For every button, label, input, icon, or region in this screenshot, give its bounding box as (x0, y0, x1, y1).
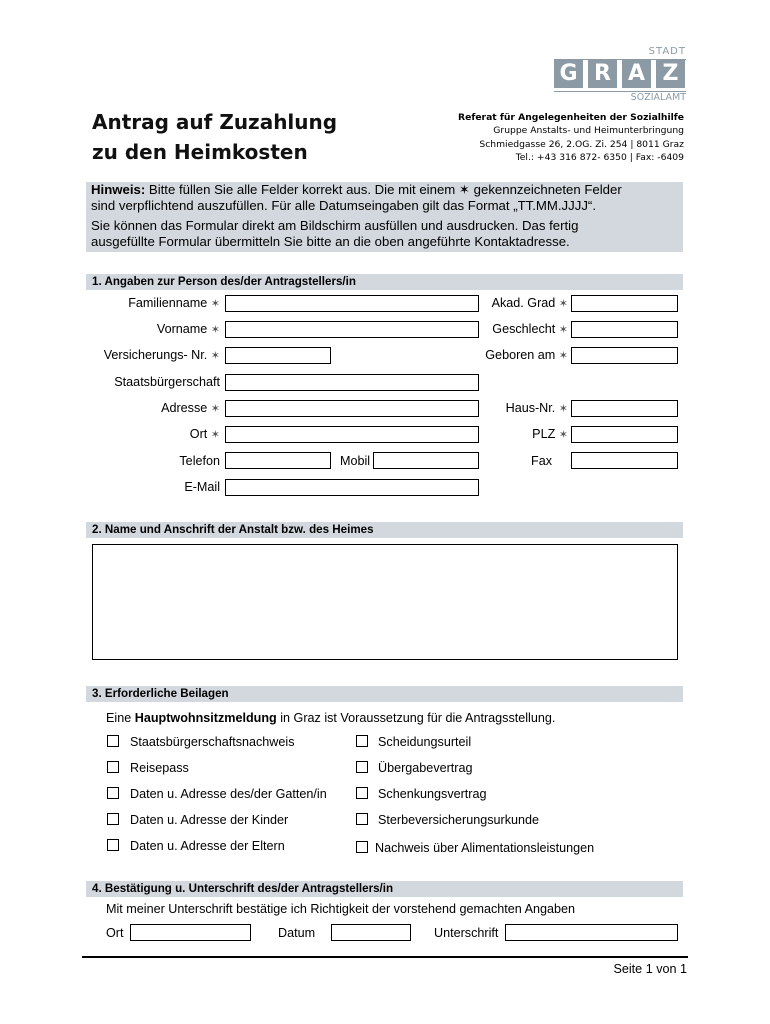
checkbox-reisepass[interactable] (107, 761, 119, 773)
checkbox-label: Daten u. Adresse der Kinder (130, 813, 289, 827)
confirmation-text: Mit meiner Unterschrift bestätige ich Richtigkeit der vorstehend gemachten Angaben (106, 902, 576, 916)
email-input[interactable] (225, 479, 479, 496)
checkbox-label: Übergabevertrag (378, 761, 473, 775)
familienname-input[interactable] (225, 295, 479, 312)
checkbox-label: Reisepass (130, 761, 189, 775)
geboren-am-input[interactable] (571, 347, 678, 364)
institution-textarea[interactable] (92, 544, 678, 660)
ort-label: Ort ✶ (189, 427, 220, 441)
familienname-label: Familienname ✶ (128, 296, 220, 310)
fax-label: Fax (531, 454, 552, 468)
contact-phone: Tel.: +43 316 872- 6350 | Fax: -6409 (515, 152, 684, 163)
plz-label: PLZ ✶ (532, 427, 568, 441)
geboren-am-label: Geboren am ✶ (485, 348, 568, 362)
signature-datum-label: Datum (278, 926, 316, 940)
page-title-line1: Antrag auf Zuzahlung (92, 110, 338, 134)
fax-input[interactable] (571, 452, 678, 469)
adresse-label: Adresse ✶ (161, 401, 220, 415)
adresse-input[interactable] (225, 400, 479, 417)
section-4-header: 4. Bestätigung u. Unterschrift des/der Antragstellers/in (86, 881, 683, 897)
checkbox-label: Staatsbürgerschaftsnachweis (130, 735, 295, 749)
telefon-label: Telefon (179, 454, 220, 468)
signature-ort-label: Ort (106, 926, 124, 940)
page-number: Seite 1 von 1 (613, 962, 687, 976)
hint-text-4: ausgefüllte Formular übermitteln Sie bitte an die oben angeführte Kontaktadresse. (91, 234, 570, 249)
checkbox-sterbeversicherungsurkunde[interactable] (356, 813, 368, 825)
logo-letter-g: G (554, 60, 583, 88)
logo-top-text: STADT (648, 46, 686, 57)
logo-letter-a: A (622, 60, 651, 88)
ort-input[interactable] (225, 426, 479, 443)
staatsbuergerschaft-label: Staatsbürgerschaft (114, 375, 220, 389)
checkbox-kinder[interactable] (107, 813, 119, 825)
logo-bottom-text: SOZIALAMT (630, 92, 686, 103)
signature-unterschrift-input[interactable] (505, 924, 678, 941)
mobil-input[interactable] (373, 452, 479, 469)
signature-ort-input[interactable] (130, 924, 251, 941)
checkbox-label: Schenkungsvertrag (378, 787, 487, 801)
plz-input[interactable] (571, 426, 678, 443)
hint-text-3: Sie können das Formular direkt am Bildschirm ausfüllen und ausdrucken. Das fertig (91, 218, 579, 233)
versicherungs-nr-label: Versicherungs- Nr. ✶ (103, 348, 220, 362)
section-3-intro: Eine Hauptwohnsitzmeldung in Graz ist Voraussetzung für die Antragsstellung. (106, 711, 556, 725)
hint-text-1: Bitte füllen Sie alle Felder korrekt aus. Die mit einem ✶ gekennzeichneten Felder (145, 182, 622, 197)
section-3-header: 3. Erforderliche Beilagen (86, 686, 683, 702)
mobil-label: Mobil (340, 454, 371, 468)
checkbox-scheidungsurteil[interactable] (356, 735, 368, 747)
haus-nr-input[interactable] (571, 400, 678, 417)
section-2-header: 2. Name und Anschrift der Anstalt bzw. des Heimes (86, 522, 683, 538)
geschlecht-label: Geschlecht ✶ (492, 322, 568, 336)
akad-grad-label: Akad. Grad ✶ (491, 296, 568, 310)
contact-group: Gruppe Anstalts- und Heimunterbringung (493, 125, 684, 136)
hint-box (86, 182, 683, 252)
contact-address: Schmiedgasse 26, 2.OG. Zi. 254 | 8011 Graz (479, 139, 684, 150)
hint-label: Hinweis: (91, 182, 146, 197)
footer-divider (82, 956, 688, 958)
geschlecht-input[interactable] (571, 321, 678, 338)
contact-department: Referat für Angelegenheiten der Sozialhilfe (458, 112, 684, 123)
vorname-input[interactable] (225, 321, 479, 338)
logo-letter-z: Z (656, 60, 685, 88)
checkbox-label: Daten u. Adresse des/der Gatten/in (130, 787, 327, 801)
checkbox-label: Daten u. Adresse der Eltern (130, 839, 285, 853)
checkbox-label: Scheidungsurteil (378, 735, 472, 749)
akad-grad-input[interactable] (571, 295, 678, 312)
versicherungs-nr-input[interactable] (225, 347, 331, 364)
staatsbuergerschaft-input[interactable] (225, 374, 479, 391)
section-1-header: 1. Angaben zur Person des/der Antragstellers/in (86, 274, 683, 290)
vorname-label: Vorname ✶ (156, 322, 220, 336)
checkbox-eltern[interactable] (107, 839, 119, 851)
checkbox-label: Sterbeversicherungsurkunde (378, 813, 540, 827)
signature-unterschrift-label: Unterschrift (434, 926, 499, 940)
page-title-line2: zu den Heimkosten (92, 140, 308, 164)
telefon-input[interactable] (225, 452, 331, 469)
email-label: E-Mail (184, 480, 220, 494)
checkbox-alimentationsleistungen[interactable] (356, 841, 368, 853)
checkbox-schenkungsvertrag[interactable] (356, 787, 368, 799)
haus-nr-label: Haus-Nr. ✶ (505, 401, 568, 415)
signature-datum-input[interactable] (331, 924, 411, 941)
hint-text-2: sind verpflichtend auszufüllen. Für alle Datumseingaben gilt das Format „TT.MM.JJJJ“. (91, 198, 596, 213)
checkbox-staatsbuergerschaftsnachweis[interactable] (107, 735, 119, 747)
checkbox-gatten[interactable] (107, 787, 119, 799)
checkbox-label: Nachweis über Alimentationsleistungen (375, 841, 595, 855)
checkbox-uebergabevertrag[interactable] (356, 761, 368, 773)
logo-letter-r: R (588, 60, 617, 88)
